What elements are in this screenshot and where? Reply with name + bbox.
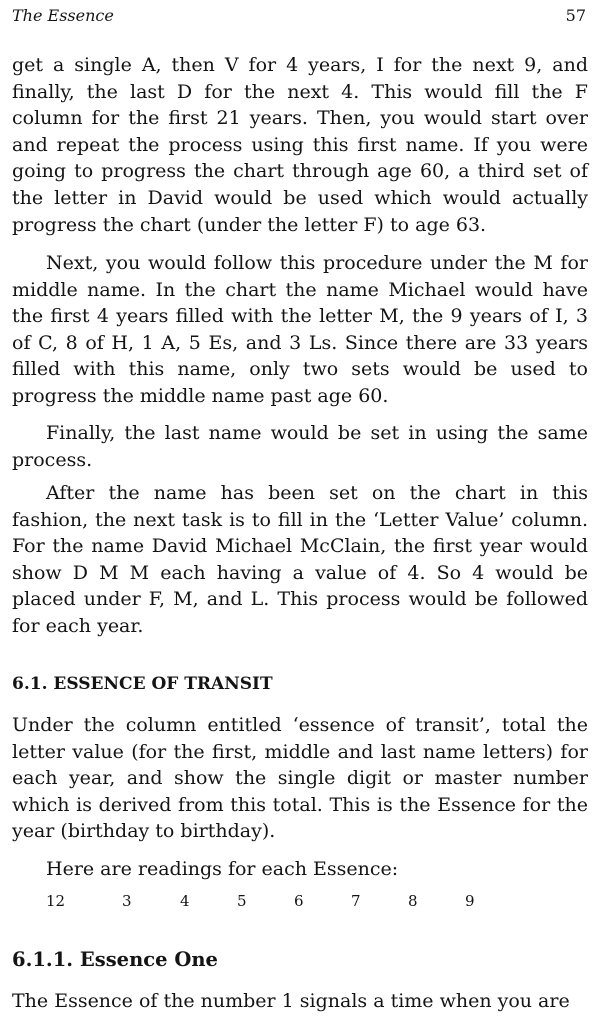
section-heading-essence-of-transit: 6.1. ESSENCE OF TRANSIT	[12, 674, 273, 694]
essence-number-list	[12, 892, 512, 914]
paragraph-last-name: Finally, the last name would be set in using the same process.	[12, 422, 588, 471]
subsection-heading-essence-one: 6.1.1. Essence One	[12, 948, 218, 971]
essence-number: 5	[237, 892, 247, 910]
essence-number: 4	[180, 892, 190, 910]
paragraph-continuation: get a single A, then V for 4 years, I for the next 9, and finally, the last D for the next 4. This would fill the F column for the first 21 years. Then, you would start over and repeat the process using this first name. If you were going to progress the chart through age 60, a third set of the letter in David would be used which would actually progress the chart (under the letter F) to age 63.	[12, 54, 588, 236]
running-head: The Essence	[12, 6, 114, 25]
essence-number: 12	[46, 892, 66, 910]
paragraph-essence-one: The Essence of the number 1 signals a time when you are	[12, 990, 570, 1012]
essence-number: 9	[465, 892, 475, 910]
paragraph-middle-name: Next, you would follow this procedure under the M for middle name. In the chart the name Michael would have the first 4 years filled with the letter M, the 9 years of I, 3 of C, 8 of H, 1 A, 5 Es, and 3 Ls. Since there are 33 years filled with this name, only two sets would be used to progress the middle name past age 60.	[12, 252, 588, 407]
page-number: 57	[565, 6, 586, 25]
paragraph-readings-intro: Here are readings for each Essence:	[46, 858, 399, 880]
essence-number: 3	[122, 892, 132, 910]
paragraph-letter-value: After the name has been set on the chart in this fashion, the next task is to fill in the ‘Letter Value’ column. For the name David Michael McClain, the first year would show D M M each having a value of 4. So 4 would be placed under F, M, and L. This process would be followed for each year.	[12, 482, 588, 637]
essence-number: 7	[351, 892, 361, 910]
essence-number: 8	[408, 892, 418, 910]
paragraph-essence-of-transit: Under the column entitled ‘essence of transit’, total the letter value (for the first, middle and last name letters) for each year, and show the single digit or master number which is derived from this total. This is the Essence for the year (birthday to birthday).	[12, 714, 588, 843]
essence-number: 6	[294, 892, 304, 910]
